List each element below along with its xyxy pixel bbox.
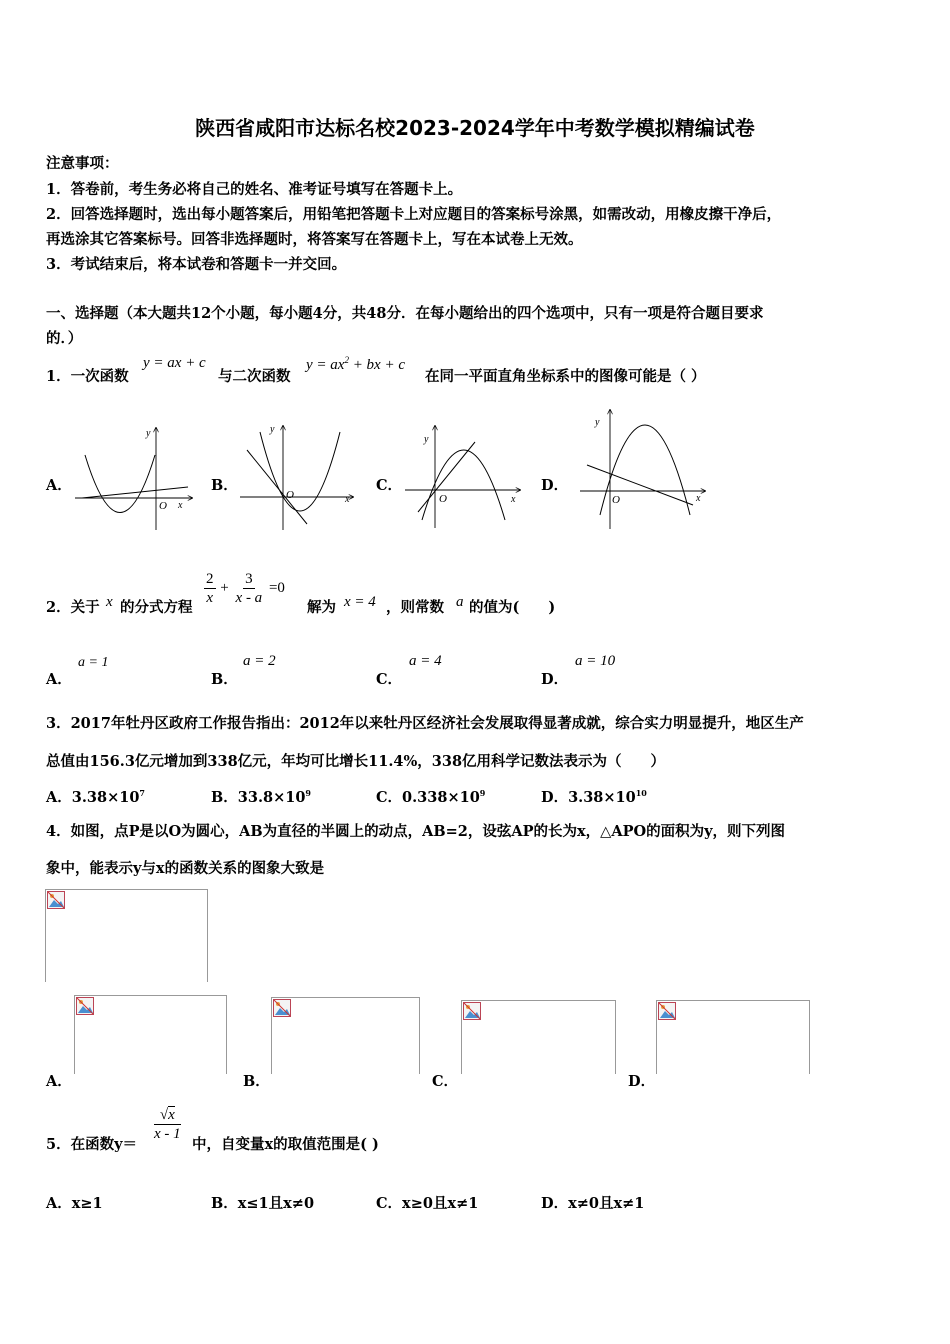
- broken-image-icon: [658, 1002, 676, 1020]
- origin-label: O: [159, 500, 167, 512]
- section-heading-line2: 的．）: [46, 330, 83, 347]
- q3-line2: 总值由156.3亿元增加到338亿元，年均可比增长11.4%，338亿用科学记数法表示为（ ）: [46, 753, 666, 770]
- axis-x-label: x: [178, 500, 183, 511]
- q4-option-c-image: [461, 1000, 616, 1074]
- q5-prefix: 5．在函数y＝: [46, 1136, 138, 1153]
- q5-option-a: A．x≥1: [46, 1195, 103, 1212]
- notice-item: 1．答卷前，考生务必将自己的姓名、准考证号填写在答题卡上。: [46, 181, 463, 198]
- q4-option-d-label[interactable]: D．: [628, 1073, 656, 1090]
- q3-option-c: C．$0.338\times 10^9$: [376, 788, 486, 806]
- q1-option-d-label[interactable]: D．: [541, 477, 569, 494]
- q1-linear-formula: y = ax + c: [143, 355, 206, 371]
- axis-y-label: y: [424, 434, 429, 445]
- q3-line1: 3．2017年牡丹区政府工作报告指出：2012年以来牡丹区经济社会发展取得显著成就，综合实力明显提升，地区生产: [46, 715, 804, 732]
- q2-fraction-2: $\frac{3}{x - a}$: [235, 571, 263, 606]
- q4-figure-image: [45, 889, 208, 982]
- broken-image-icon: [47, 891, 65, 909]
- q2-option-d-label[interactable]: D．: [541, 671, 569, 688]
- q1-graph-d: [575, 405, 710, 535]
- q3-option-b: B．$33.8\times 10^9$: [211, 788, 311, 806]
- q2-option-b-label[interactable]: B．: [211, 671, 238, 688]
- q2-option-d-value: a = 10: [575, 653, 616, 669]
- q2-mid3: ，则常数: [386, 599, 444, 616]
- axis-x-label: x: [696, 493, 701, 504]
- origin-label: O: [612, 494, 620, 506]
- q1-suffix: 在同一平面直角坐标系中的图像可能是（ ）: [425, 368, 706, 385]
- axis-y-label: y: [146, 428, 151, 439]
- q5-suffix: 中，自变量x的取值范围是( ): [192, 1136, 379, 1153]
- q1-option-a-label[interactable]: A．: [46, 477, 72, 494]
- broken-image-icon: [463, 1002, 481, 1020]
- section-heading-line1: 一、选择题（本大题共12个小题，每小题4分，共48分．在每小题给出的四个选项中，只有一项是符合题目要求: [46, 305, 764, 322]
- origin-label: O: [439, 493, 447, 505]
- q1-prefix: 1．一次函数: [46, 368, 129, 385]
- q3-option-a: A．$3.38\times 10^7$: [46, 788, 145, 806]
- q1-graph-b: [235, 420, 360, 535]
- q2-var-x: x: [106, 594, 113, 610]
- origin-label: O: [286, 489, 294, 501]
- axis-y-label: y: [595, 417, 600, 428]
- q5-option-d: D．x≠0且x≠1: [541, 1195, 645, 1212]
- q5-fraction: $\frac{√x}{x - 1}$: [154, 1107, 181, 1142]
- q1-option-b-label[interactable]: B．: [211, 477, 238, 494]
- notice-heading: 注意事项：: [46, 155, 119, 172]
- q1-mid: 与二次函数: [218, 368, 291, 385]
- notice-item: 3．考试结束后，将本试卷和答题卡一并交回。: [46, 256, 347, 273]
- q2-option-c-value: a = 4: [409, 653, 442, 669]
- q2-option-b-value: a = 2: [243, 653, 276, 669]
- q4-option-b-image: [271, 997, 420, 1074]
- q2-equation: $\frac{2}{x}$ + $\frac{3}{x - a}$ =0: [206, 571, 285, 606]
- q2-prefix: 2．关于: [46, 599, 100, 616]
- axis-y-label: y: [270, 424, 275, 435]
- notice-item: 再选涂其它答案标号。回答非选择题时，将答案写在答题卡上，写在本试卷上无效。: [46, 231, 583, 248]
- q4-option-b-label[interactable]: B．: [243, 1073, 270, 1090]
- axis-x-label: x: [511, 494, 516, 505]
- q2-mid1: 的分式方程: [120, 599, 193, 616]
- q1-option-c-label[interactable]: C．: [376, 477, 403, 494]
- q2-fraction-1: $\frac{2}{x}$: [206, 571, 214, 606]
- q4-line2: 象中，能表示y与x的函数关系的图象大致是: [46, 860, 325, 877]
- q4-line1: 4．如图，点P是以O为圆心，AB为直径的半圆上的动点，AB=2，设弦AP的长为x，△APO的面积为y，则下列图: [46, 823, 786, 840]
- q4-option-a-image: [74, 995, 227, 1074]
- q5-option-c: C．x≥0且x≠1: [376, 1195, 479, 1212]
- q2-mid2: 解为: [307, 599, 336, 616]
- broken-image-icon: [76, 997, 94, 1015]
- page-title: 陕西省咸阳市达标名校2023-2024学年中考数学模拟精编试卷: [195, 116, 755, 140]
- q2-solution: x = 4: [344, 594, 376, 610]
- q2-option-a-value: a = 1: [78, 655, 109, 670]
- q1-quadratic-formula: $y = ax^2$ + bx + c: [306, 355, 405, 373]
- axis-x-label: x: [345, 494, 350, 505]
- q2-option-c-label[interactable]: C．: [376, 671, 403, 688]
- broken-image-icon: [273, 999, 291, 1017]
- q5-option-b: B．x≤1且x≠0: [211, 1195, 315, 1212]
- q4-option-d-image: [656, 1000, 810, 1074]
- q3-option-d: D．$3.38\times 10^{10}$: [541, 788, 647, 806]
- q2-option-a-label[interactable]: A．: [46, 671, 72, 688]
- q4-option-a-label[interactable]: A．: [46, 1073, 72, 1090]
- notice-item: 2．回答选择题时，选出每小题答案后，用铅笔把答题卡上对应题目的答案标号涂黑，如需改动，用橡皮擦干净后，: [46, 206, 782, 223]
- q1-graph-c: [400, 420, 525, 535]
- q2-var-a: a: [456, 594, 464, 610]
- q1-graph-a: [70, 420, 200, 535]
- q4-option-c-label[interactable]: C．: [432, 1073, 459, 1090]
- q2-suffix: 的值为( ): [469, 599, 556, 616]
